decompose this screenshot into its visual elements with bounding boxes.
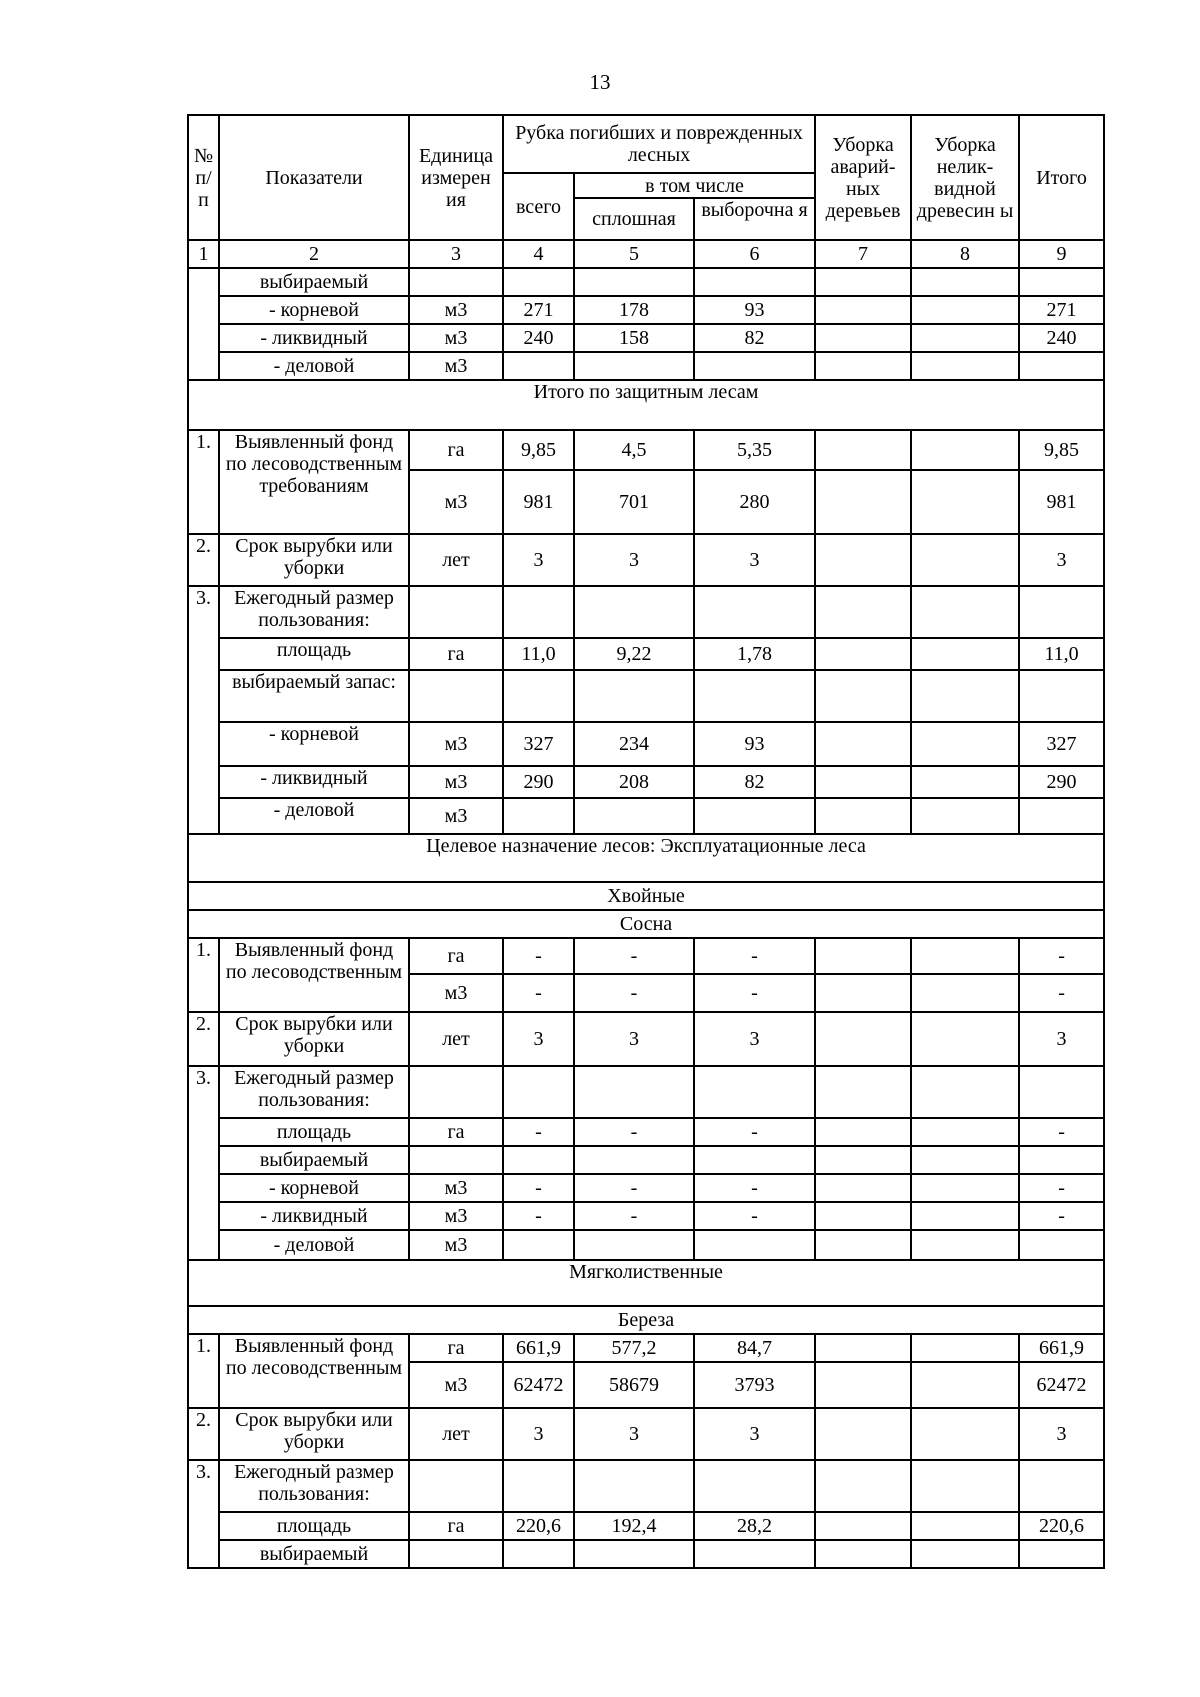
row-label: Срок вырубки или уборки — [219, 1012, 409, 1066]
cell-value — [1019, 352, 1104, 380]
cell-empty — [815, 638, 911, 670]
row-label: Ежегодный размер пользования: — [219, 1460, 409, 1512]
cell-value — [503, 352, 574, 380]
section-title: Береза — [188, 1306, 1104, 1334]
cell-value: 234 — [574, 722, 694, 766]
cell-empty — [574, 670, 694, 722]
cell-empty — [911, 1202, 1019, 1230]
row-unit: м3 — [409, 722, 503, 766]
cell-value: 5,35 — [694, 430, 815, 470]
cell-value: - — [1019, 1202, 1104, 1230]
cell-empty — [503, 586, 574, 638]
cell-value — [694, 352, 815, 380]
cell-empty — [815, 798, 911, 834]
row-number: 3. — [188, 586, 219, 834]
cell-value: 178 — [574, 296, 694, 324]
cell-value — [574, 268, 694, 296]
cell-empty — [815, 1512, 911, 1540]
row-label: Срок вырубки или уборки — [219, 534, 409, 586]
cell-value: 1,78 — [694, 638, 815, 670]
cell-empty — [815, 1334, 911, 1362]
cell-value: - — [694, 1174, 815, 1202]
row-unit: м3 — [409, 1230, 503, 1260]
row-number: 2. — [188, 1408, 219, 1460]
page-number: 13 — [589, 70, 611, 94]
cell-empty — [815, 296, 911, 324]
row-unit: лет — [409, 1012, 503, 1066]
row-unit: м3 — [409, 798, 503, 834]
cell-empty — [409, 1540, 503, 1568]
cell-empty — [911, 534, 1019, 586]
header-illiquid-wood: Уборка нелик- видной древесин ы — [911, 115, 1019, 240]
cell-empty — [409, 1460, 503, 1512]
cell-value — [1019, 268, 1104, 296]
header-including: в том числе — [574, 173, 815, 198]
row-unit: м3 — [409, 974, 503, 1012]
cell-empty — [409, 1066, 503, 1118]
cell-empty — [911, 1118, 1019, 1146]
cell-empty — [911, 324, 1019, 352]
cell-empty — [911, 798, 1019, 834]
cell-value: 58679 — [574, 1362, 694, 1408]
row-label: выбираемый — [219, 1540, 409, 1568]
row-unit: м3 — [409, 324, 503, 352]
row-label: площадь — [219, 1512, 409, 1540]
cell-empty — [815, 938, 911, 974]
cell-value: 93 — [694, 722, 815, 766]
row-unit: лет — [409, 1408, 503, 1460]
cell-value: - — [503, 938, 574, 974]
row-label: - корневой — [219, 722, 409, 766]
row-number: 2. — [188, 1012, 219, 1066]
row-unit: га — [409, 1512, 503, 1540]
cell-empty — [815, 1230, 911, 1260]
cell-empty — [503, 1540, 574, 1568]
row-unit: га — [409, 938, 503, 974]
cell-value: - — [694, 1118, 815, 1146]
row-unit: лет — [409, 534, 503, 586]
cell-value: - — [503, 1202, 574, 1230]
cell-empty — [911, 974, 1019, 1012]
row-label: выбираемый — [219, 268, 409, 296]
header-felling-group: Рубка погибших и поврежденных лесных — [503, 115, 815, 173]
cell-value: - — [503, 974, 574, 1012]
cell-empty — [815, 1460, 911, 1512]
cell-empty — [911, 1408, 1019, 1460]
column-number: 7 — [815, 240, 911, 268]
cell-value: 220,6 — [503, 1512, 574, 1540]
cell-value: 93 — [694, 296, 815, 324]
row-label: - деловой — [219, 798, 409, 834]
header-emergency-trees: Уборка аварий- ных деревьев — [815, 115, 911, 240]
cell-empty — [503, 1460, 574, 1512]
cell-value: 3 — [694, 1012, 815, 1066]
cell-empty — [815, 766, 911, 798]
cell-value: - — [1019, 1174, 1104, 1202]
cell-value: 240 — [503, 324, 574, 352]
row-unit: м3 — [409, 296, 503, 324]
cell-empty — [574, 1460, 694, 1512]
cell-empty — [911, 1334, 1019, 1362]
cell-empty — [815, 1540, 911, 1568]
cell-empty — [503, 670, 574, 722]
cell-value: 280 — [694, 470, 815, 534]
cell-value: 327 — [1019, 722, 1104, 766]
cell-value: 3 — [574, 1408, 694, 1460]
cell-empty — [911, 1230, 1019, 1260]
cell-empty — [911, 938, 1019, 974]
cell-value: 661,9 — [1019, 1334, 1104, 1362]
cell-value: 981 — [503, 470, 574, 534]
row-label: - ликвидный — [219, 324, 409, 352]
cell-empty — [1019, 1146, 1104, 1174]
cell-empty — [911, 586, 1019, 638]
column-number: 2 — [219, 240, 409, 268]
cell-value: 3 — [574, 1012, 694, 1066]
row-label: Выявленный фонд по лесоводственным — [219, 1334, 409, 1408]
cell-empty — [409, 586, 503, 638]
cell-empty — [574, 1146, 694, 1174]
row-unit: га — [409, 430, 503, 470]
cell-empty — [1019, 1066, 1104, 1118]
row-unit: м3 — [409, 470, 503, 534]
row-unit: м3 — [409, 1362, 503, 1408]
cell-value — [503, 268, 574, 296]
header-number-col: № п/ п — [188, 115, 219, 240]
cell-value: 9,85 — [503, 430, 574, 470]
cell-value — [574, 352, 694, 380]
cell-empty — [1019, 1540, 1104, 1568]
cell-value: 9,85 — [1019, 430, 1104, 470]
cell-value: 701 — [574, 470, 694, 534]
cell-value: - — [574, 1202, 694, 1230]
column-number: 1 — [188, 240, 219, 268]
header-total-felling: всего — [503, 173, 574, 240]
cell-value: - — [574, 1118, 694, 1146]
cell-empty — [911, 470, 1019, 534]
row-unit: м3 — [409, 352, 503, 380]
cell-empty — [911, 268, 1019, 296]
cell-empty — [815, 1066, 911, 1118]
cell-value: 82 — [694, 324, 815, 352]
column-number: 3 — [409, 240, 503, 268]
cell-value: 158 — [574, 324, 694, 352]
cell-value — [503, 1230, 574, 1260]
cell-empty — [503, 1066, 574, 1118]
cell-empty — [815, 1146, 911, 1174]
row-number: 2. — [188, 534, 219, 586]
cell-value — [694, 1230, 815, 1260]
cell-value: 3 — [694, 1408, 815, 1460]
cell-value: 28,2 — [694, 1512, 815, 1540]
cell-value: 3 — [1019, 1012, 1104, 1066]
cell-empty — [911, 296, 1019, 324]
row-label: - ликвидный — [219, 766, 409, 798]
cell-value — [694, 268, 815, 296]
cell-value: 3793 — [694, 1362, 815, 1408]
row-label: Ежегодный размер пользования: — [219, 586, 409, 638]
cell-value — [1019, 1230, 1104, 1260]
cell-value: - — [694, 938, 815, 974]
row-label: площадь — [219, 1118, 409, 1146]
row-number: 3. — [188, 1460, 219, 1568]
cell-value — [574, 1230, 694, 1260]
cell-value: - — [694, 1202, 815, 1230]
section-title: Сосна — [188, 910, 1104, 938]
cell-empty — [694, 586, 815, 638]
cell-value: 62472 — [503, 1362, 574, 1408]
cell-value: 192,4 — [574, 1512, 694, 1540]
cell-empty — [911, 1460, 1019, 1512]
cell-empty — [815, 1118, 911, 1146]
cell-value: 981 — [1019, 470, 1104, 534]
column-number: 9 — [1019, 240, 1104, 268]
row-number: 1. — [188, 938, 219, 1012]
row-label: выбираемый — [219, 1146, 409, 1174]
cell-empty — [815, 324, 911, 352]
section-title: Итого по защитным лесам — [188, 380, 1104, 430]
cell-value: 290 — [1019, 766, 1104, 798]
cell-empty — [574, 586, 694, 638]
cell-value: 4,5 — [574, 430, 694, 470]
header-selective-cut: выборочна я — [694, 198, 815, 240]
cell-value: 240 — [1019, 324, 1104, 352]
header-total: Итого — [1019, 115, 1104, 240]
cell-value: 271 — [1019, 296, 1104, 324]
cell-value — [694, 798, 815, 834]
cell-empty — [815, 430, 911, 470]
cell-empty — [409, 1146, 503, 1174]
cell-value — [574, 798, 694, 834]
cell-value: - — [1019, 974, 1104, 1012]
cell-empty — [911, 766, 1019, 798]
cell-empty — [503, 1146, 574, 1174]
row-label: - деловой — [219, 352, 409, 380]
cell-value: 661,9 — [503, 1334, 574, 1362]
row-label: выбираемый запас: — [219, 670, 409, 722]
forest-use-table — [187, 114, 1105, 1569]
row-number: 1. — [188, 1334, 219, 1408]
cell-value: 3 — [503, 534, 574, 586]
cell-value: 9,22 — [574, 638, 694, 670]
cell-value: 3 — [503, 1408, 574, 1460]
cell-empty — [911, 1146, 1019, 1174]
row-label: Ежегодный размер пользования: — [219, 1066, 409, 1118]
cell-empty — [815, 974, 911, 1012]
row-label: Срок вырубки или уборки — [219, 1408, 409, 1460]
cell-value: 3 — [1019, 1408, 1104, 1460]
cell-value: 3 — [574, 534, 694, 586]
section-title: Целевое назначение лесов: Эксплуатационные леса — [188, 834, 1104, 882]
cell-empty — [911, 430, 1019, 470]
cell-value: 62472 — [1019, 1362, 1104, 1408]
row-label: - корневой — [219, 1174, 409, 1202]
cell-value: 3 — [503, 1012, 574, 1066]
cell-empty — [815, 722, 911, 766]
cell-empty — [815, 1174, 911, 1202]
column-number: 5 — [574, 240, 694, 268]
column-number: 6 — [694, 240, 815, 268]
cell-empty — [815, 352, 911, 380]
section-title: Мягколиственные — [188, 1260, 1104, 1306]
cell-value: 3 — [694, 534, 815, 586]
cell-value: - — [503, 1118, 574, 1146]
row-unit — [409, 268, 503, 296]
cell-value: 3 — [1019, 534, 1104, 586]
row-label: - деловой — [219, 1230, 409, 1260]
cell-value: - — [574, 938, 694, 974]
cell-value: 327 — [503, 722, 574, 766]
row-number: 3. — [188, 1066, 219, 1260]
row-label: Выявленный фонд по лесоводственным требованиям — [219, 430, 409, 534]
cell-empty — [409, 670, 503, 722]
cell-value: 208 — [574, 766, 694, 798]
cell-value: 11,0 — [503, 638, 574, 670]
cell-empty — [815, 534, 911, 586]
cell-empty — [815, 670, 911, 722]
cell-empty — [911, 1512, 1019, 1540]
cell-empty — [815, 1362, 911, 1408]
cell-empty — [911, 1174, 1019, 1202]
row-unit: м3 — [409, 1174, 503, 1202]
cell-empty — [694, 1066, 815, 1118]
cell-empty — [911, 1066, 1019, 1118]
row-unit: м3 — [409, 766, 503, 798]
cell-empty — [1019, 670, 1104, 722]
cell-empty — [694, 1460, 815, 1512]
cell-empty — [1019, 586, 1104, 638]
row-unit: га — [409, 638, 503, 670]
column-number: 8 — [911, 240, 1019, 268]
header-indicators: Показатели — [219, 115, 409, 240]
cell-empty — [1019, 1460, 1104, 1512]
row-number-empty — [188, 268, 219, 380]
row-label: Выявленный фонд по лесоводственным — [219, 938, 409, 1012]
cell-value: - — [694, 974, 815, 1012]
section-title: Хвойные — [188, 882, 1104, 910]
cell-value: 577,2 — [574, 1334, 694, 1362]
cell-value — [1019, 798, 1104, 834]
cell-value: 11,0 — [1019, 638, 1104, 670]
cell-empty — [911, 638, 1019, 670]
cell-value: - — [574, 1174, 694, 1202]
cell-empty — [815, 1408, 911, 1460]
cell-value: - — [1019, 938, 1104, 974]
row-unit: га — [409, 1118, 503, 1146]
header-clear-cut: сплошная — [574, 198, 694, 240]
row-unit: га — [409, 1334, 503, 1362]
row-label: - ликвидный — [219, 1202, 409, 1230]
cell-empty — [694, 670, 815, 722]
cell-empty — [911, 1362, 1019, 1408]
cell-empty — [911, 722, 1019, 766]
cell-value: - — [574, 974, 694, 1012]
cell-value — [503, 798, 574, 834]
column-number: 4 — [503, 240, 574, 268]
cell-empty — [815, 586, 911, 638]
cell-empty — [574, 1066, 694, 1118]
cell-empty — [694, 1146, 815, 1174]
cell-empty — [911, 1012, 1019, 1066]
cell-empty — [911, 670, 1019, 722]
header-unit: Единица измерен ия — [409, 115, 503, 240]
cell-empty — [574, 1540, 694, 1568]
cell-value: 290 — [503, 766, 574, 798]
cell-value: - — [1019, 1118, 1104, 1146]
cell-value: 220,6 — [1019, 1512, 1104, 1540]
cell-value: 84,7 — [694, 1334, 815, 1362]
cell-empty — [911, 1540, 1019, 1568]
row-label: - корневой — [219, 296, 409, 324]
cell-empty — [911, 352, 1019, 380]
cell-empty — [815, 1012, 911, 1066]
cell-value: 82 — [694, 766, 815, 798]
cell-value: - — [503, 1174, 574, 1202]
cell-empty — [815, 470, 911, 534]
cell-value: 271 — [503, 296, 574, 324]
row-number: 1. — [188, 430, 219, 534]
cell-empty — [815, 1202, 911, 1230]
row-unit: м3 — [409, 1202, 503, 1230]
row-label: площадь — [219, 638, 409, 670]
cell-empty — [694, 1540, 815, 1568]
cell-empty — [815, 268, 911, 296]
